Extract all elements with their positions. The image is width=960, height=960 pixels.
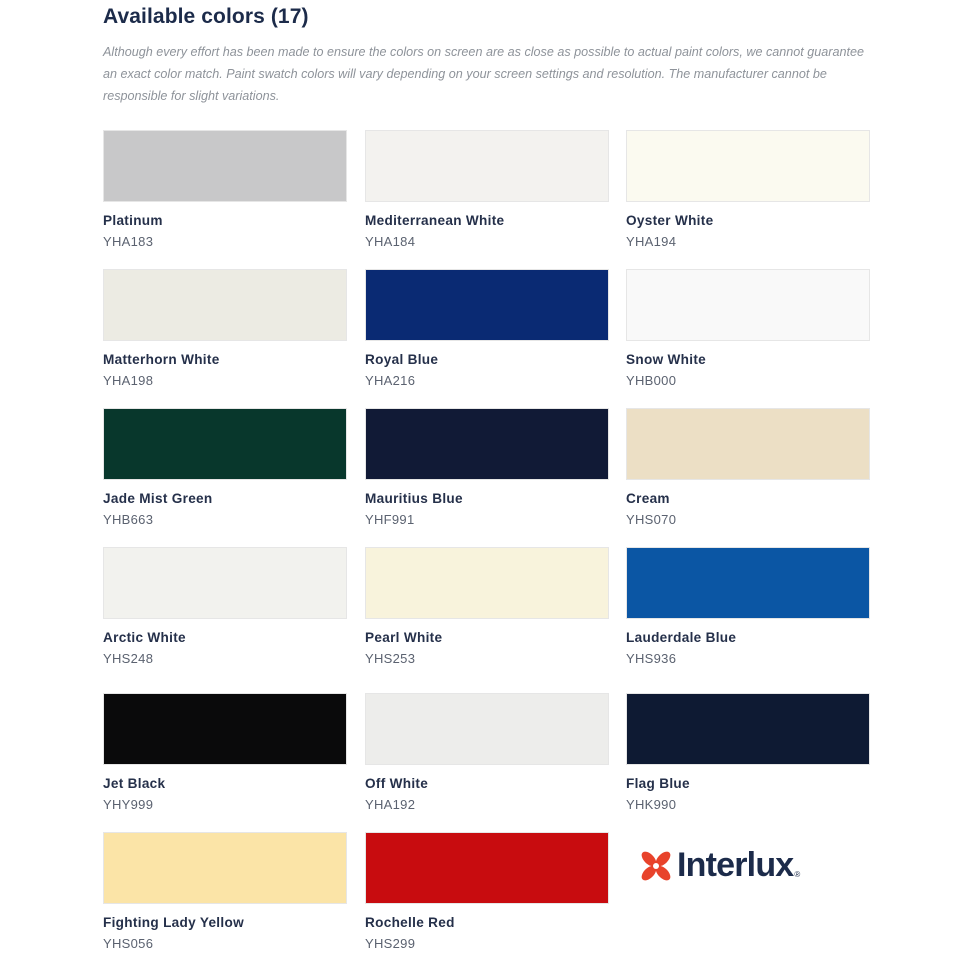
color-swatch[interactable] — [626, 269, 870, 341]
color-code: YHA216 — [365, 373, 416, 388]
color-name: Arctic White — [103, 630, 186, 645]
color-card[interactable] — [365, 130, 609, 249]
color-name: Oyster White — [626, 213, 714, 228]
color-card[interactable] — [365, 693, 609, 812]
color-code: YHF991 — [365, 512, 415, 527]
color-swatch[interactable] — [103, 408, 347, 480]
color-name: Matterhorn White — [103, 352, 220, 367]
color-swatch[interactable] — [365, 269, 609, 341]
color-code: YHA184 — [365, 234, 416, 249]
interlux-x-icon — [637, 847, 675, 885]
color-swatch[interactable] — [103, 269, 347, 341]
color-swatch[interactable] — [626, 547, 870, 619]
color-code: YHA192 — [365, 797, 416, 812]
color-name: Mediterranean White — [365, 213, 505, 228]
registered-mark: ® — [794, 870, 801, 879]
color-card[interactable] — [103, 130, 347, 249]
color-name: Platinum — [103, 213, 163, 228]
color-swatch[interactable] — [365, 408, 609, 480]
color-name: Pearl White — [365, 630, 443, 645]
color-card[interactable] — [103, 408, 347, 527]
color-swatch[interactable] — [103, 547, 347, 619]
color-card[interactable] — [103, 547, 347, 666]
color-name: Jet Black — [103, 776, 166, 791]
color-swatch[interactable] — [365, 130, 609, 202]
color-name: Jade Mist Green — [103, 491, 213, 506]
color-card[interactable] — [365, 547, 609, 666]
color-swatch[interactable] — [365, 832, 609, 904]
color-swatch[interactable] — [103, 130, 347, 202]
logo-text: Interlux — [677, 846, 794, 884]
color-swatch[interactable] — [103, 832, 347, 904]
color-swatch[interactable] — [103, 693, 347, 765]
color-name: Lauderdale Blue — [626, 630, 737, 645]
color-swatch[interactable] — [626, 408, 870, 480]
color-code: YHS248 — [103, 651, 154, 666]
page-title: Available colors (17) — [103, 5, 309, 28]
disclaimer-text: Although every effort has been made to ensure the colors on screen are as close as possible to actual paint colors, we cannot guarantee an exact color match. Paint swatch colors will vary depending on your screen settings and resolution. The manufacturer cannot be responsible for slight variations. — [103, 45, 864, 103]
color-name: Royal Blue — [365, 352, 439, 367]
color-card[interactable] — [103, 832, 347, 951]
color-swatch[interactable] — [365, 693, 609, 765]
color-code: YHB663 — [103, 512, 154, 527]
color-code: YHS253 — [365, 651, 416, 666]
color-swatch[interactable] — [365, 547, 609, 619]
color-card[interactable] — [103, 269, 347, 388]
color-code: YHS299 — [365, 936, 416, 951]
color-card[interactable] — [626, 408, 870, 527]
color-name: Flag Blue — [626, 776, 690, 791]
brand-logo — [637, 846, 800, 885]
color-name: Rochelle Red — [365, 915, 455, 930]
color-swatch[interactable] — [626, 130, 870, 202]
color-card[interactable] — [626, 130, 870, 249]
color-name: Mauritius Blue — [365, 491, 463, 506]
color-name: Off White — [365, 776, 429, 791]
color-name: Snow White — [626, 352, 707, 367]
color-code: YHK990 — [626, 797, 677, 812]
color-card[interactable] — [103, 693, 347, 812]
color-code: YHB000 — [626, 373, 677, 388]
color-card[interactable] — [626, 693, 870, 812]
color-name: Fighting Lady Yellow — [103, 915, 244, 930]
color-name: Cream — [626, 491, 670, 506]
color-code: YHS070 — [626, 512, 677, 527]
color-code: YHA194 — [626, 234, 677, 249]
color-card[interactable] — [626, 547, 870, 666]
color-code: YHS936 — [626, 651, 677, 666]
color-code: YHA198 — [103, 373, 154, 388]
color-code: YHS056 — [103, 936, 154, 951]
color-swatch[interactable] — [626, 693, 870, 765]
color-card[interactable] — [626, 269, 870, 388]
color-card[interactable] — [365, 832, 609, 951]
color-card[interactable] — [365, 408, 609, 527]
color-card[interactable] — [365, 269, 609, 388]
color-code: YHA183 — [103, 234, 154, 249]
color-code: YHY999 — [103, 797, 154, 812]
logo-center — [653, 863, 659, 869]
